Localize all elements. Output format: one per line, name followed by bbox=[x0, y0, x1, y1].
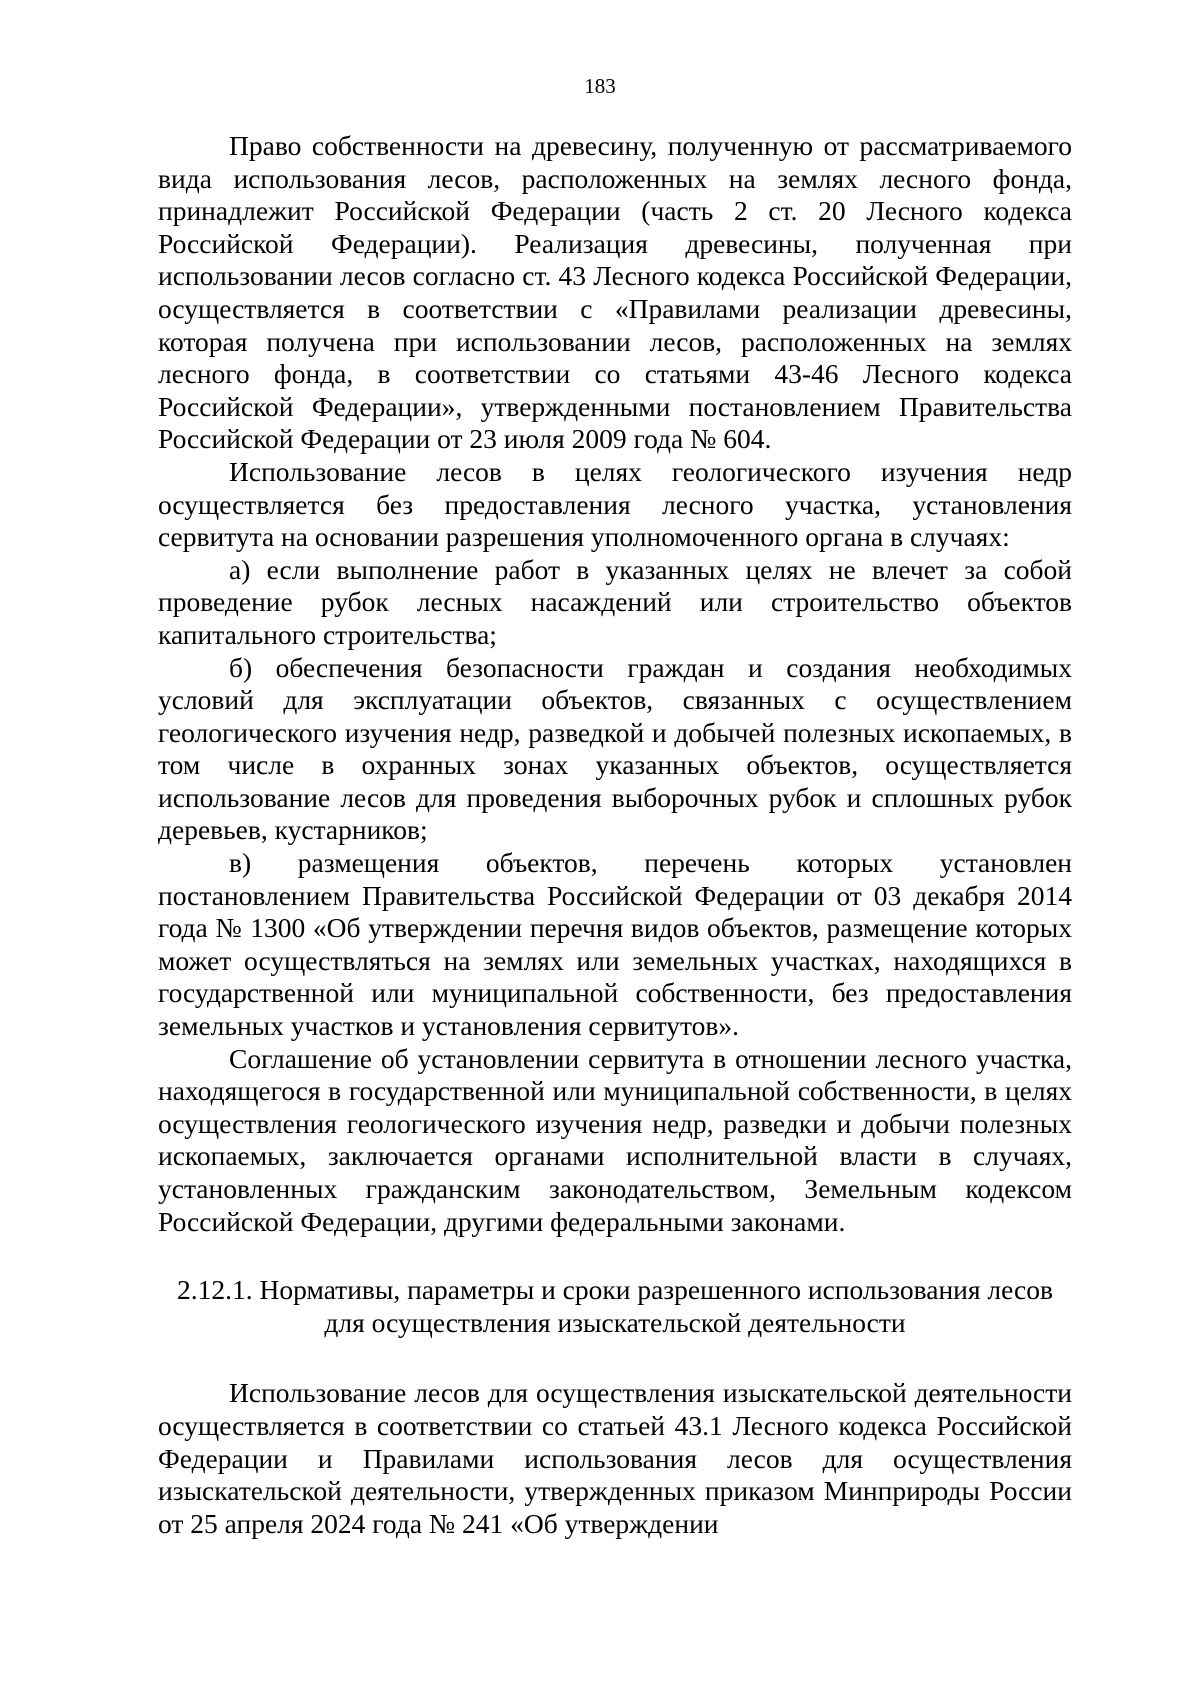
section-heading: 2.12.1. Нормативы, параметры и сроки разрешенного использования лесов для осуществления изыскательской деятельности bbox=[177, 1274, 1053, 1338]
document-body bbox=[158, 130, 1072, 1540]
page-number: 183 bbox=[584, 74, 616, 98]
paragraph-survey-activity: Использование лесов для осуществления изыскательской деятельности осуществляется в соответствии со статьей 43.1 Лесного кодекса Российской Федерации и Правилами использования лесов для осуществления изыскательской деятельности, утвержденных приказом Минприроды России от 25 апреля 2024 года № 241 «Об утверждении bbox=[158, 1377, 1072, 1539]
paragraph-wood-ownership: Право собственности на древесину, полученную от рассматриваемого вида использования лесов, расположенных на землях лесного фонда, принадлежит Российской Федерации (часть 2 ст. 20 Лесного кодекса Российской Федерации). Реализация древесины, полученная при использовании лесов согласно ст. 43 Лесного кодекса Российской Федерации, осуществляется в соответствии с «Правилами реализации древесины, которая получена при использовании лесов, расположенных на землях лесного фонда, в соответствии со статьями 43-46 Лесного кодекса Российской Федерации», утвержденными постановлением Правительства Российской Федерации от 23 июля 2009 года № 604. bbox=[158, 130, 1072, 455]
paragraph-servitude-agreement: Соглашение об установлении сервитута в отношении лесного участка, находящегося в государственной или муниципальной собственности, в целях осуществления геологического изучения недр, разведки и добычи полезных ископаемых, заключается органами исполнительной власти в случаях, установленных гражданским законодательством, Земельным кодексом Российской Федерации, другими федеральными законами. bbox=[158, 1042, 1072, 1237]
paragraph-case-b: б) обеспечения безопасности граждан и создания необходимых условий для эксплуатации объектов, связанных с осуществлением геологического изучения недр, разведкой и добычей полезных ископаемых, в том числе в охранных зонах указанных объектов, осуществляется использование лесов для проведения выборочных рубок и сплошных рубок деревьев, кустарников; bbox=[158, 651, 1072, 846]
paragraph-case-a: а) если выполнение работ в указанных целях не влечет за собой проведение рубок лесных насаждений или строительство объектов капитального строительства; bbox=[158, 553, 1072, 650]
paragraph-geological-study: Использование лесов в целях геологического изучения недр осуществляется без предоставления лесного участка, установления сервитута на основании разрешения уполномоченного органа в случаях: bbox=[158, 455, 1072, 553]
paragraph-case-v: в) размещения объектов, перечень которых установлен постановлением Правительства Российской Федерации от 03 декабря 2014 года № 1300 «Об утверждении перечня видов объектов, размещение которых может осуществляться на землях или земельных участках, находящихся в государственной или муниципальной собственности, без предоставления земельных участков и установления сервитутов». bbox=[158, 847, 1072, 1042]
